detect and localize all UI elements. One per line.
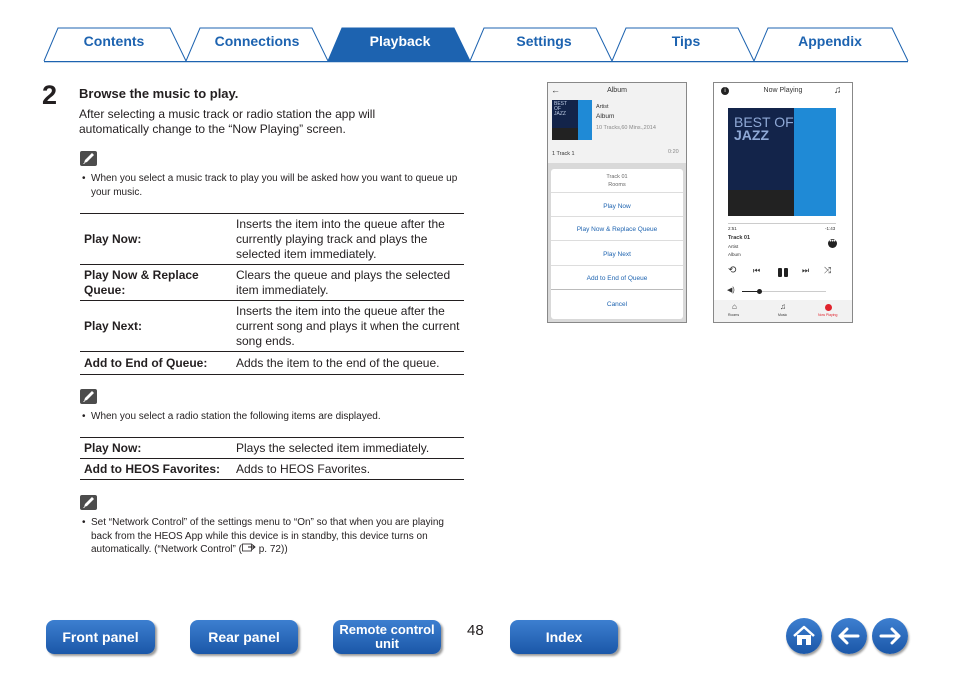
next-icon[interactable]: ⏭ xyxy=(802,266,810,275)
note1-bullet: • When you select a music track to play you will be asked how you want to queue up your music. xyxy=(82,173,458,198)
remote-control-label-line1: Remote control xyxy=(339,622,435,637)
option-key: Add to HEOS Favorites: xyxy=(80,459,232,480)
table-row xyxy=(80,438,464,459)
pencil-note-icon xyxy=(80,495,97,510)
album-label: Album xyxy=(596,113,615,120)
table-row xyxy=(80,301,464,352)
option-description: Inserts the item into the queue after the current song and plays it when the current song ends. xyxy=(232,301,464,352)
track-row[interactable]: 1 Track 1 xyxy=(552,151,575,157)
popup-play-now-button[interactable]: Play Now xyxy=(603,203,631,210)
index-button[interactable] xyxy=(510,620,618,654)
queue-popup xyxy=(551,169,683,319)
page-number: 48 xyxy=(467,622,484,639)
tab-appendix[interactable]: Appendix xyxy=(798,33,862,49)
note1-text: When you select a music track to play you will be asked how you want to queue up your music. xyxy=(91,173,458,198)
option-key: Add to End of Queue: xyxy=(80,352,232,375)
popup-track: Track 01 xyxy=(606,174,628,180)
next-page-button[interactable] xyxy=(872,618,908,654)
now-playing-cover xyxy=(728,108,836,216)
repeat-icon[interactable]: ⟲ xyxy=(728,265,737,276)
page-reference-icon xyxy=(242,543,256,552)
note2-text: When you select a radio station the following items are displayed. xyxy=(91,411,381,422)
music-icon[interactable]: ♫ xyxy=(780,302,786,311)
option-description: Plays the selected item immediately. xyxy=(232,438,464,459)
album-cover-image xyxy=(552,100,592,140)
table-row xyxy=(80,459,464,480)
pencil-note-icon xyxy=(80,389,97,404)
elapsed-time: 2:51 xyxy=(728,226,737,231)
step-heading: Browse the music to play. xyxy=(79,86,239,101)
front-panel-button[interactable] xyxy=(46,620,155,654)
option-description: Adds to HEOS Favorites. xyxy=(232,459,464,480)
track-album: Album xyxy=(728,252,741,257)
tab-tips[interactable]: Tips xyxy=(671,33,701,49)
pause-icon[interactable] xyxy=(778,268,782,277)
nav-rooms[interactable]: Rooms xyxy=(728,313,740,317)
previous-page-button[interactable] xyxy=(831,618,867,654)
remaining-time: -1:43 xyxy=(825,226,836,231)
progress-bar[interactable] xyxy=(728,223,836,224)
rear-panel-label: Rear panel xyxy=(208,629,280,645)
tab-contents[interactable]: Contents xyxy=(83,33,145,49)
track-title: Track 01 xyxy=(728,235,751,241)
note2-bullet: • When you select a radio station the following items are displayed. xyxy=(82,411,381,422)
app-bottom-nav xyxy=(714,300,852,322)
back-arrow-icon[interactable]: ← xyxy=(551,85,560,95)
album-screen-title: Album xyxy=(607,87,627,94)
now-playing-screen xyxy=(713,82,853,323)
popup-room: Rooms xyxy=(608,182,626,188)
popup-play-next-button[interactable]: Play Next xyxy=(603,251,631,258)
tab-connections[interactable]: Connections xyxy=(214,33,300,49)
popup-add-end-button[interactable]: Add to End of Queue xyxy=(586,275,648,282)
info-icon[interactable]: i xyxy=(721,87,729,95)
album-screen xyxy=(547,82,687,323)
rear-panel-button[interactable] xyxy=(190,620,298,654)
remote-control-label-line2: unit xyxy=(375,636,399,651)
track-artist: Artist xyxy=(728,244,739,249)
option-description: Adds the item to the end of the queue. xyxy=(232,352,464,375)
popup-play-now-replace-button[interactable]: Play Now & Replace Queue xyxy=(576,226,658,233)
queue-music-icon[interactable]: ♫ xyxy=(834,85,842,96)
popup-cancel-button[interactable]: Cancel xyxy=(606,301,628,308)
index-label: Index xyxy=(545,629,583,645)
pencil-note-icon xyxy=(80,151,97,166)
track-time: 0:20 xyxy=(668,149,679,155)
table-row xyxy=(80,265,464,301)
nav-now-playing[interactable]: Now Playing xyxy=(818,313,838,317)
table-row xyxy=(80,352,464,375)
table-row xyxy=(80,214,464,265)
option-description: Inserts the item into the queue after the currently playing track and plays the selected item immediately. xyxy=(232,214,464,265)
option-key: Play Next: xyxy=(80,301,232,352)
radio-options-table xyxy=(80,437,464,480)
nav-music[interactable]: Music xyxy=(778,313,788,317)
option-key: Play Now & Replace Queue: xyxy=(80,265,232,301)
rooms-icon[interactable]: ⌂ xyxy=(732,302,737,311)
step-description: After selecting a music track or radio station the app will automatically change to the “Now Playing” screen. xyxy=(79,107,376,136)
note3-page-ref: p. 72)) xyxy=(255,544,288,555)
cover-line1: BEST OF xyxy=(734,114,794,130)
artist-label: Artist xyxy=(596,104,609,110)
arrow-left-icon xyxy=(831,618,867,654)
note3-bullet: • Set “Network Control” of the settings menu to “On” so that when you are playing back from the HEOS App while this device is in standby, this device turns on automatically. (“Network Control” ( p. 72)) xyxy=(82,517,444,555)
cover-line2: JAZZ xyxy=(734,127,769,143)
now-playing-icon[interactable] xyxy=(825,304,832,311)
shuffle-icon[interactable]: ⤨ xyxy=(824,265,832,275)
option-key: Play Now: xyxy=(80,438,232,459)
volume-slider[interactable] xyxy=(742,291,826,292)
home-icon xyxy=(786,618,822,654)
tab-settings[interactable]: Settings xyxy=(516,33,572,49)
step-number: 2 xyxy=(42,80,58,110)
now-playing-title: Now Playing xyxy=(763,87,803,94)
arrow-right-icon xyxy=(872,618,908,654)
previous-icon[interactable]: ⏮ xyxy=(753,266,761,275)
home-button[interactable] xyxy=(786,618,822,654)
tab-bar xyxy=(0,0,954,66)
tab-playback[interactable]: Playback xyxy=(369,33,431,49)
more-options-icon[interactable]: ••• xyxy=(828,239,837,248)
queue-options-table xyxy=(80,213,464,375)
option-key: Play Now: xyxy=(80,214,232,265)
cover-text: BEST OF JAZZ xyxy=(554,101,567,117)
remote-control-button[interactable] xyxy=(333,620,441,654)
front-panel-label: Front panel xyxy=(62,629,139,645)
option-description: Clears the queue and plays the selected item immediately. xyxy=(232,265,464,301)
volume-icon: ◀) xyxy=(727,287,735,294)
album-meta: 10 Tracks,60 Mins.,2014 xyxy=(596,125,656,131)
note3-text: Set “Network Control” of the settings menu to “On” so that when you are playing back from the HEOS App while this device is in standby, this device turns on automatically. (“Network Control” ( xyxy=(91,517,444,555)
